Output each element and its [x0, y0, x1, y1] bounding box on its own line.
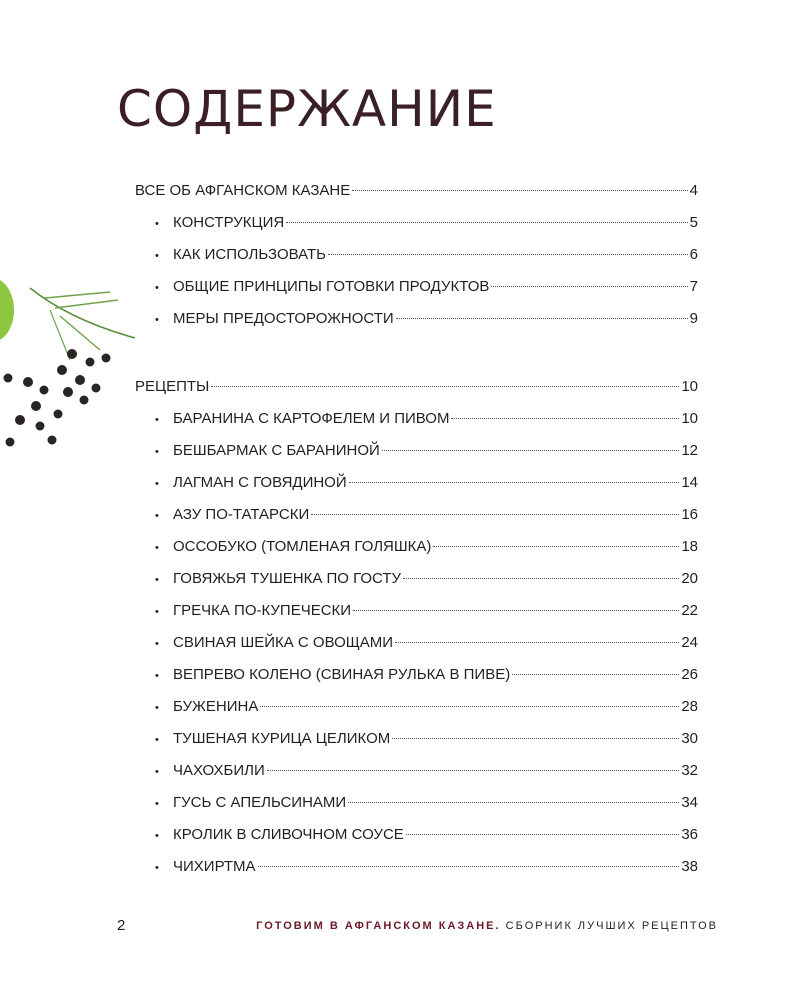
toc-item-label: КРОЛИК В СЛИВОЧНОМ СОУСЕ — [173, 826, 404, 843]
toc-item[interactable] — [155, 213, 698, 234]
toc-page-number: 4 — [689, 182, 698, 199]
toc-page-number: 30 — [681, 730, 698, 747]
bullet-icon: • — [155, 766, 159, 778]
toc-item-label: МЕРЫ ПРЕДОСТОРОЖНОСТИ — [173, 310, 394, 327]
bullet-icon: • — [155, 542, 159, 554]
bullet-icon: • — [155, 862, 159, 874]
toc-item-label: СВИНАЯ ШЕЙКА С ОВОЩАМИ — [173, 634, 394, 651]
page-title: СОДЕРЖАНИЕ — [117, 80, 497, 138]
bullet-icon: • — [155, 574, 159, 586]
bullet-icon: • — [155, 250, 159, 262]
toc-page-number: 5 — [689, 214, 698, 231]
toc-item[interactable] — [155, 473, 698, 494]
toc-page-number: 34 — [681, 794, 698, 811]
page-number: 2 — [117, 917, 126, 934]
toc-item-label: ЧАХОХБИЛИ — [173, 762, 265, 779]
toc-leader-dots — [512, 673, 679, 675]
toc-leader-dots — [392, 737, 679, 739]
toc-leader-dots — [406, 833, 680, 835]
toc-leader-dots — [258, 865, 680, 867]
toc-page-number: 10 — [681, 410, 698, 427]
toc-leader-dots — [349, 481, 680, 483]
toc-item[interactable] — [155, 793, 698, 814]
toc-page-number: 38 — [681, 858, 698, 875]
toc-section[interactable] — [135, 181, 698, 201]
toc-leader-dots — [395, 641, 679, 643]
toc-leader-dots — [396, 317, 688, 319]
toc-item-label: АЗУ ПО-ТАТАРСКИ — [173, 506, 310, 523]
toc-page-number: 22 — [681, 602, 698, 619]
bullet-icon: • — [155, 798, 159, 810]
toc-item[interactable] — [155, 697, 698, 718]
toc-page-number: 26 — [681, 666, 698, 683]
toc-page-number: 18 — [681, 538, 698, 555]
toc-leader-dots — [352, 189, 687, 191]
toc-leader-dots — [211, 385, 679, 387]
toc-item[interactable] — [155, 505, 698, 526]
toc-leader-dots — [267, 769, 680, 771]
toc-page-number: 7 — [689, 278, 698, 295]
toc-item[interactable] — [155, 601, 698, 622]
toc-item-label: ОБЩИЕ ПРИНЦИПЫ ГОТОВКИ ПРОДУКТОВ — [173, 278, 490, 295]
bullet-icon: • — [155, 414, 159, 426]
toc-item-label: ГУСЬ С АПЕЛЬСИНАМИ — [173, 794, 347, 811]
toc-leader-dots — [260, 705, 679, 707]
toc-page-number: 12 — [681, 442, 698, 459]
toc-item-label: ЛАГМАН С ГОВЯДИНОЙ — [173, 474, 347, 491]
toc-leader-dots — [286, 221, 687, 223]
toc-leader-dots — [451, 417, 679, 419]
toc-item[interactable] — [155, 537, 698, 558]
toc-page-number: 24 — [681, 634, 698, 651]
toc-page-number: 16 — [681, 506, 698, 523]
toc-item[interactable] — [155, 409, 698, 430]
toc-leader-dots — [433, 545, 679, 547]
toc-leader-dots — [328, 253, 688, 255]
book-title-rest: СБОРНИК ЛУЧШИХ РЕЦЕПТОВ — [505, 920, 718, 932]
bullet-icon: • — [155, 830, 159, 842]
toc-item[interactable] — [155, 441, 698, 462]
bullet-icon: • — [155, 446, 159, 458]
toc-page-number: 10 — [681, 378, 698, 395]
toc-item[interactable] — [155, 245, 698, 266]
toc-page-number: 28 — [681, 698, 698, 715]
bullet-icon: • — [155, 638, 159, 650]
toc-page-number: 36 — [681, 826, 698, 843]
toc-leader-dots — [353, 609, 679, 611]
toc-item-label: КОНСТРУКЦИЯ — [173, 214, 285, 231]
toc-item[interactable] — [155, 665, 698, 686]
toc-leader-dots — [491, 285, 687, 287]
toc-leader-dots — [403, 577, 679, 579]
toc-item[interactable] — [155, 857, 698, 878]
toc-item-label: КАК ИСПОЛЬЗОВАТЬ — [173, 246, 326, 263]
toc-item-label: ЧИХИРТМА — [173, 858, 256, 875]
bullet-icon: • — [155, 218, 159, 230]
bullet-icon: • — [155, 282, 159, 294]
toc-item-label: БЕШБАРМАК С БАРАНИНОЙ — [173, 442, 380, 459]
toc-item[interactable] — [155, 729, 698, 750]
book-title-strong: ГОТОВИМ В АФГАНСКОМ КАЗАНЕ. — [256, 920, 501, 932]
bullet-icon: • — [155, 670, 159, 682]
toc-item-label: БУЖЕНИНА — [173, 698, 259, 715]
bullet-icon: • — [155, 734, 159, 746]
toc-item-label: БАРАНИНА С КАРТОФЕЛЕМ И ПИВОМ — [173, 410, 450, 427]
toc-item-label: ОССОБУКО (ТОМЛЕНАЯ ГОЛЯШКА) — [173, 538, 432, 555]
toc-item[interactable] — [155, 277, 698, 298]
toc-item-label: ТУШЕНАЯ КУРИЦА ЦЕЛИКОМ — [173, 730, 391, 747]
toc-page-number: 6 — [689, 246, 698, 263]
toc-item[interactable] — [155, 633, 698, 654]
toc-page-number: 14 — [681, 474, 698, 491]
toc-leader-dots — [311, 513, 679, 515]
toc-page-number: 20 — [681, 570, 698, 587]
toc-item-label: ВЕПРЕВО КОЛЕНО (СВИНАЯ РУЛЬКА В ПИВЕ) — [173, 666, 511, 683]
bullet-icon: • — [155, 478, 159, 490]
toc-page-number: 32 — [681, 762, 698, 779]
toc-item[interactable] — [155, 825, 698, 846]
toc-leader-dots — [382, 449, 680, 451]
herbs-illustration — [0, 270, 150, 470]
toc-section-label: РЕЦЕПТЫ — [135, 378, 210, 395]
toc-section[interactable] — [135, 377, 698, 397]
toc-item-label: ГРЕЧКА ПО-КУПЕЧЕСКИ — [173, 602, 352, 619]
toc-item[interactable] — [155, 761, 698, 782]
bullet-icon: • — [155, 606, 159, 618]
toc-item[interactable] — [155, 309, 698, 330]
toc-page-number: 9 — [689, 310, 698, 327]
bullet-icon: • — [155, 702, 159, 714]
toc-leader-dots — [348, 801, 679, 803]
toc-item-label: ГОВЯЖЬЯ ТУШЕНКА ПО ГОСТУ — [173, 570, 402, 587]
toc-item[interactable] — [155, 569, 698, 590]
running-footer — [256, 920, 718, 932]
toc-section-label: ВСЕ ОБ АФГАНСКОМ КАЗАНЕ — [135, 182, 351, 199]
bullet-icon: • — [155, 510, 159, 522]
bullet-icon: • — [155, 314, 159, 326]
